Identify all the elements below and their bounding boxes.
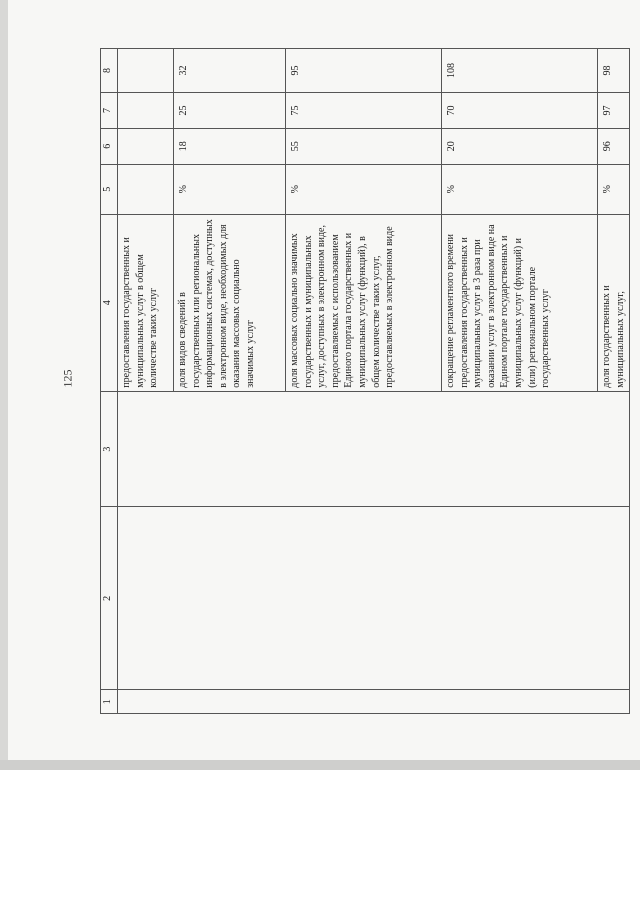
indicator-cell: доля массовых социально значимых государственных и муниципальных услуг, доступных в электронном виде, предоставляемых с использованием Единого портала государственных и муниципальных услуг (функций), в общем количестве таких услуг, предоставляемых в электронном виде xyxy=(286,214,442,391)
unit-cell: % xyxy=(174,164,286,214)
indicator-cell: предоставления государственных и муниципальных услуг в общем количестве таких услуг xyxy=(118,214,174,391)
value-cell-8: 98 xyxy=(598,49,630,93)
data-table xyxy=(100,48,630,714)
value-cell-7 xyxy=(118,93,174,129)
scan-shadow xyxy=(0,0,8,768)
value-cell-7: 75 xyxy=(286,93,442,129)
header-col-4: 4 xyxy=(101,214,118,391)
indicator-cell: доля видов сведений в государственных или региональных информационных системах, доступных в электронном виде, необходимых для оказания массовых социально значимых услуг xyxy=(174,214,286,391)
value-cell-8 xyxy=(118,49,174,93)
unit-cell: % xyxy=(598,164,630,214)
value-cell-8: 32 xyxy=(174,49,286,93)
header-col-7: 7 xyxy=(101,93,118,129)
header-col-1: 1 xyxy=(101,690,118,714)
value-cell-7: 70 xyxy=(442,93,598,129)
unit-cell xyxy=(118,164,174,214)
cell-col-3 xyxy=(118,391,630,507)
value-cell-6: 18 xyxy=(174,128,286,164)
cell-col-1 xyxy=(118,690,630,714)
value-cell-8: 108 xyxy=(442,49,598,93)
header-col-5: 5 xyxy=(101,164,118,214)
header-col-2: 2 xyxy=(101,507,118,690)
scan-bottom-edge xyxy=(0,760,640,770)
unit-cell: % xyxy=(286,164,442,214)
header-col-3: 3 xyxy=(101,391,118,507)
table-container xyxy=(100,48,626,714)
value-cell-6: 96 xyxy=(598,128,630,164)
value-cell-6: 20 xyxy=(442,128,598,164)
header-col-6: 6 xyxy=(101,128,118,164)
table-row xyxy=(118,49,174,714)
indicator-cell: доля государственных и муниципальных услуг, xyxy=(598,214,630,391)
value-cell-6: 55 xyxy=(286,128,442,164)
rotated-table-frame xyxy=(100,48,626,714)
value-cell-7: 97 xyxy=(598,93,630,129)
value-cell-6 xyxy=(118,128,174,164)
value-cell-7: 25 xyxy=(174,93,286,129)
page-number: 125 xyxy=(60,369,75,388)
indicator-cell: сокращение регламентного времени предоставления государственных и муниципальных услуг в 3 раза при оказании услуг в электронном виде на Едином портале государственных и муниципальных услуг (функций) и (или) региональном портале государственных услуг xyxy=(442,214,598,391)
cell-col-2 xyxy=(118,507,630,690)
header-row xyxy=(101,49,118,714)
unit-cell: % xyxy=(442,164,598,214)
header-col-8: 8 xyxy=(101,49,118,93)
value-cell-8: 95 xyxy=(286,49,442,93)
